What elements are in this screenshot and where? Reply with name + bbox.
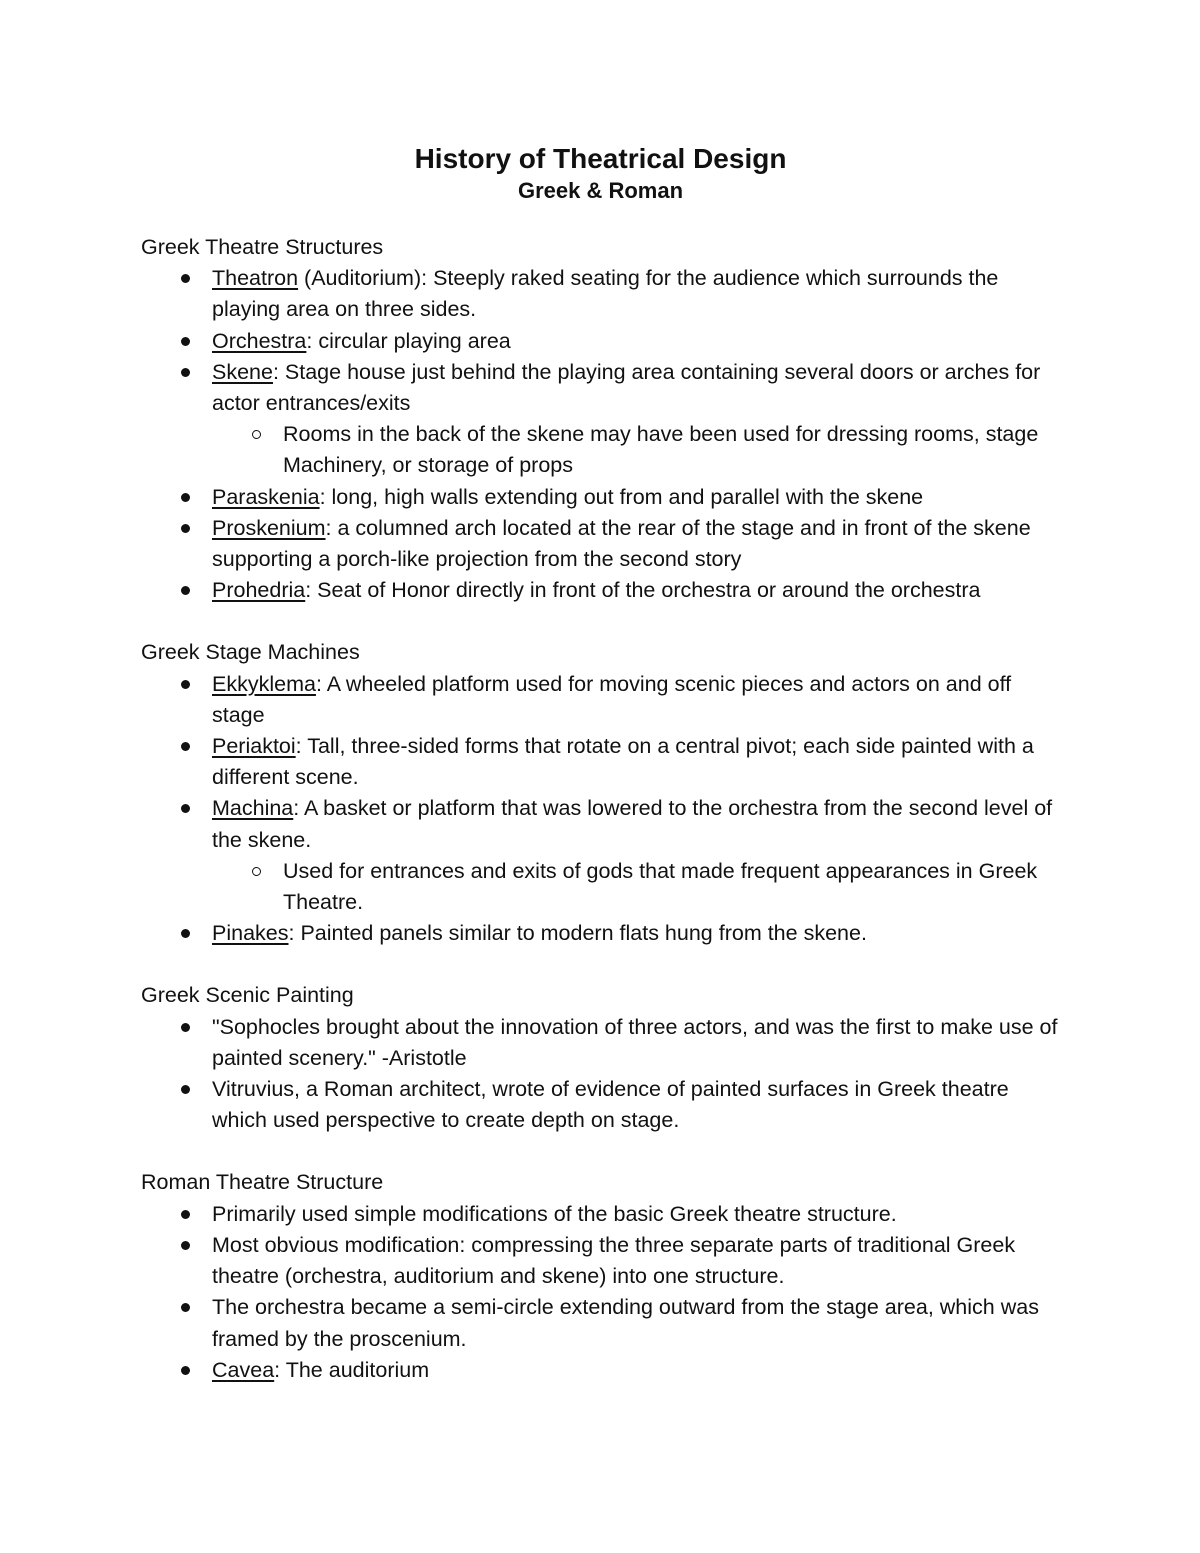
definition: : circular playing area <box>306 328 511 353</box>
list-item: "Sophocles brought about the innovation of three actors, and was the first to make use of painted scenery." -Aristotle <box>212 1012 1060 1074</box>
list-item: The orchestra became a semi-circle extending outward from the stage area, which was framed by the proscenium. <box>212 1292 1060 1354</box>
page-title: History of Theatrical Design <box>414 143 787 174</box>
sub-bullet-list <box>212 419 1060 481</box>
list-item <box>212 793 1060 918</box>
sub-list-item: Rooms in the back of the skene may have been used for dressing rooms, stage Machinery, or storage of props <box>283 419 1060 481</box>
section-greek-theatre-structures <box>141 232 1060 606</box>
bullet-list <box>141 1012 1060 1137</box>
term: Proskenium <box>212 515 326 540</box>
bullet-list <box>141 669 1060 950</box>
list-item <box>212 1355 1060 1386</box>
definition: : The auditorium <box>274 1357 430 1382</box>
definition: : a columned arch located at the rear of the stage and in front of the skene supporting a porch-like projection from the second story <box>212 515 1031 572</box>
definition: (Auditorium): Steeply raked seating for the audience which surrounds the playing area on three sides. <box>212 266 999 322</box>
list-item: Most obvious modification: compressing the three separate parts of traditional Greek theatre (orchestra, auditorium and skene) into one structure. <box>212 1230 1060 1292</box>
section-greek-scenic-painting <box>141 980 1060 1136</box>
list-item <box>212 482 1060 513</box>
section-heading: Greek Scenic Painting <box>141 983 354 1008</box>
term: Periaktoi <box>212 734 296 759</box>
term: Prohedria <box>212 578 306 603</box>
list-item: Primarily used simple modifications of the basic Greek theatre structure. <box>212 1199 1060 1230</box>
term: Skene <box>212 359 273 384</box>
section-heading: Roman Theatre Structure <box>141 1170 384 1195</box>
definition: : Stage house just behind the playing area containing several doors or arches for actor entrances/exits <box>212 359 1041 416</box>
bullet-list <box>141 263 1060 606</box>
definition: : long, high walls extending out from and parallel with the skene <box>319 484 924 509</box>
list-item <box>212 575 1060 606</box>
list-item <box>212 918 1060 949</box>
list-item <box>212 669 1060 731</box>
section-roman-theatre-structure <box>141 1167 1060 1385</box>
term: Ekkyklema <box>212 671 316 696</box>
term: Orchestra <box>212 328 307 353</box>
list-item <box>212 513 1060 575</box>
definition: : A basket or platform that was lowered to the orchestra from the second level of the skene. <box>212 796 1053 852</box>
list-item <box>212 263 1060 325</box>
definition: : Tall, three-sided forms that rotate on a central pivot; each side painted with a different scene. <box>212 734 1034 790</box>
term: Paraskenia <box>212 484 320 509</box>
definition: : Painted panels similar to modern flats hung from the skene. <box>288 921 867 946</box>
section-greek-stage-machines <box>141 637 1060 949</box>
definition: : Seat of Honor directly in front of the orchestra or around the orchestra <box>305 578 981 603</box>
list-item: Vitruvius, a Roman architect, wrote of evidence of painted surfaces in Greek theatre which used perspective to create depth on stage. <box>212 1074 1060 1136</box>
definition: : A wheeled platform used for moving scenic pieces and actors on and off stage <box>212 671 1012 727</box>
term: Theatron <box>212 266 299 291</box>
term: Pinakes <box>212 921 289 946</box>
sub-list-item: Used for entrances and exits of gods that made frequent appearances in Greek Theatre. <box>283 856 1060 918</box>
term: Cavea <box>212 1357 275 1382</box>
list-item <box>212 326 1060 357</box>
list-item <box>212 731 1060 793</box>
list-item <box>212 357 1060 482</box>
section-heading: Greek Theatre Structures <box>141 235 384 259</box>
section-heading: Greek Stage Machines <box>141 640 360 665</box>
sub-bullet-list <box>212 856 1060 918</box>
page-subtitle: Greek & Roman <box>517 178 684 203</box>
term: Machina <box>212 796 294 821</box>
bullet-list <box>141 1199 1060 1386</box>
